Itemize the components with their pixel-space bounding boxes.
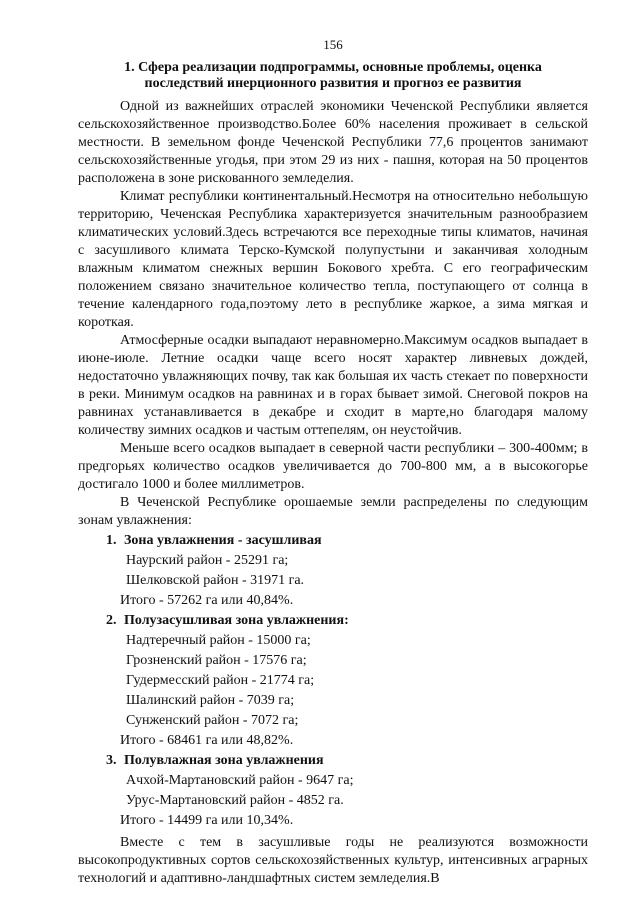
- section-heading: [78, 60, 588, 92]
- zone-total: Итого - 14499 га или 10,34%.: [120, 813, 294, 828]
- zone-title: [78, 752, 588, 770]
- zone-title-text: Зона увлажнения - засушливая: [124, 533, 322, 548]
- district-line: Гудермесский район - 21774 га;: [126, 673, 315, 688]
- zone-number: 1.: [106, 533, 117, 548]
- paragraph-precipitation: Атмосферные осадки выпадают неравномерно.Максимум осадков выпадает в июне-июле. Летние осадки чаще всего носят характер ливневых дождей, недостаточно увлажняющих почву, так как большая их часть стекает по поверхности в реки. Минимум осадков на равнинах и в горах бывает зимой. Снеговой покров на равнинах устанавливается в декабре и сходит в марте,но благодаря малому количеству зимних осадков и частым оттепелям, он неустойчив.: [78, 333, 588, 438]
- district-line: Урус-Мартановский район - 4852 га.: [126, 793, 344, 808]
- paragraph-closing: Вместе с тем в засушливые годы не реализуются возможности высокопродуктивных сортов сельскохозяйственных культур, интенсивных аграрных технологий и адаптивно-ландшафтных систем земледелия.В: [78, 835, 588, 886]
- paragraph-agriculture: Одной из важнейших отраслей экономики Чеченской Республики является сельскохозяйственное производство.Более 60% населения проживает в сельской местности. В земельном фонде Чеченской Республики 77,6 процентов занимают сельскохозяйственные угодья, при этом 29 из них - пашня, которая на 50 процентов расположена в зоне рискованного земледелия.: [78, 99, 588, 186]
- zone-title: [78, 532, 588, 550]
- zone-title-text: Полузасушливая зона увлажнения:: [124, 613, 349, 628]
- district-line: Сунженский район - 7072 га;: [126, 713, 299, 728]
- paragraph-precipitation-amounts: Меньше всего осадков выпадает в северной части республики – 300-400мм; в предгорьях количество осадков увеличивается до 700-800 мм, а в высокогорье достигало 1000 и более миллиметров.: [78, 441, 588, 492]
- heading-line-2: последствий инерционного развития и прогноз ее развития: [144, 76, 522, 91]
- zone-title-text: Полувлажная зона увлажнения: [124, 753, 324, 768]
- page-number: 156: [323, 37, 343, 52]
- zone-number: 2.: [106, 613, 117, 628]
- district-line: Грозненский район - 17576 га;: [126, 653, 307, 668]
- paragraph-irrigation-intro: В Чеченской Республике орошаемые земли распределены по следующим зонам увлажнения:: [78, 495, 588, 528]
- irrigation-zones-list: [78, 532, 588, 830]
- zone-number: 3.: [106, 753, 117, 768]
- heading-line-1: 1. Сфера реализации подпрограммы, основные проблемы, оценка: [124, 60, 542, 75]
- district-line: Шелковской район - 31971 га.: [126, 573, 305, 588]
- district-line: Наурский район - 25291 га;: [126, 553, 289, 568]
- zone-total: Итого - 57262 га или 40,84%.: [120, 593, 294, 608]
- district-line: Надтеречный район - 15000 га;: [126, 633, 311, 648]
- district-line: Шалинский район - 7039 га;: [126, 693, 295, 708]
- zone-total: Итого - 68461 га или 48,82%.: [120, 733, 294, 748]
- paragraph-climate: Климат республики континентальный.Несмотря на относительно небольшую территорию, Чеченская Республика характеризуется значительным разнообразием климатических условий.Здесь встречаются все переходные типы климатов, начиная с засушливого климата Терско-Кумской полупустыни и заканчивая холодным влажным климатом снежных вершин Бокового хребта. С его географическим положением связано значительное количество тепла, поступающего от солнца в течение календарного года,поэтому лето в республике жаркое, а зима мягкая и короткая.: [78, 189, 588, 330]
- zone-title: [78, 612, 588, 630]
- district-line: Ачхой-Мартановский район - 9647 га;: [126, 773, 354, 788]
